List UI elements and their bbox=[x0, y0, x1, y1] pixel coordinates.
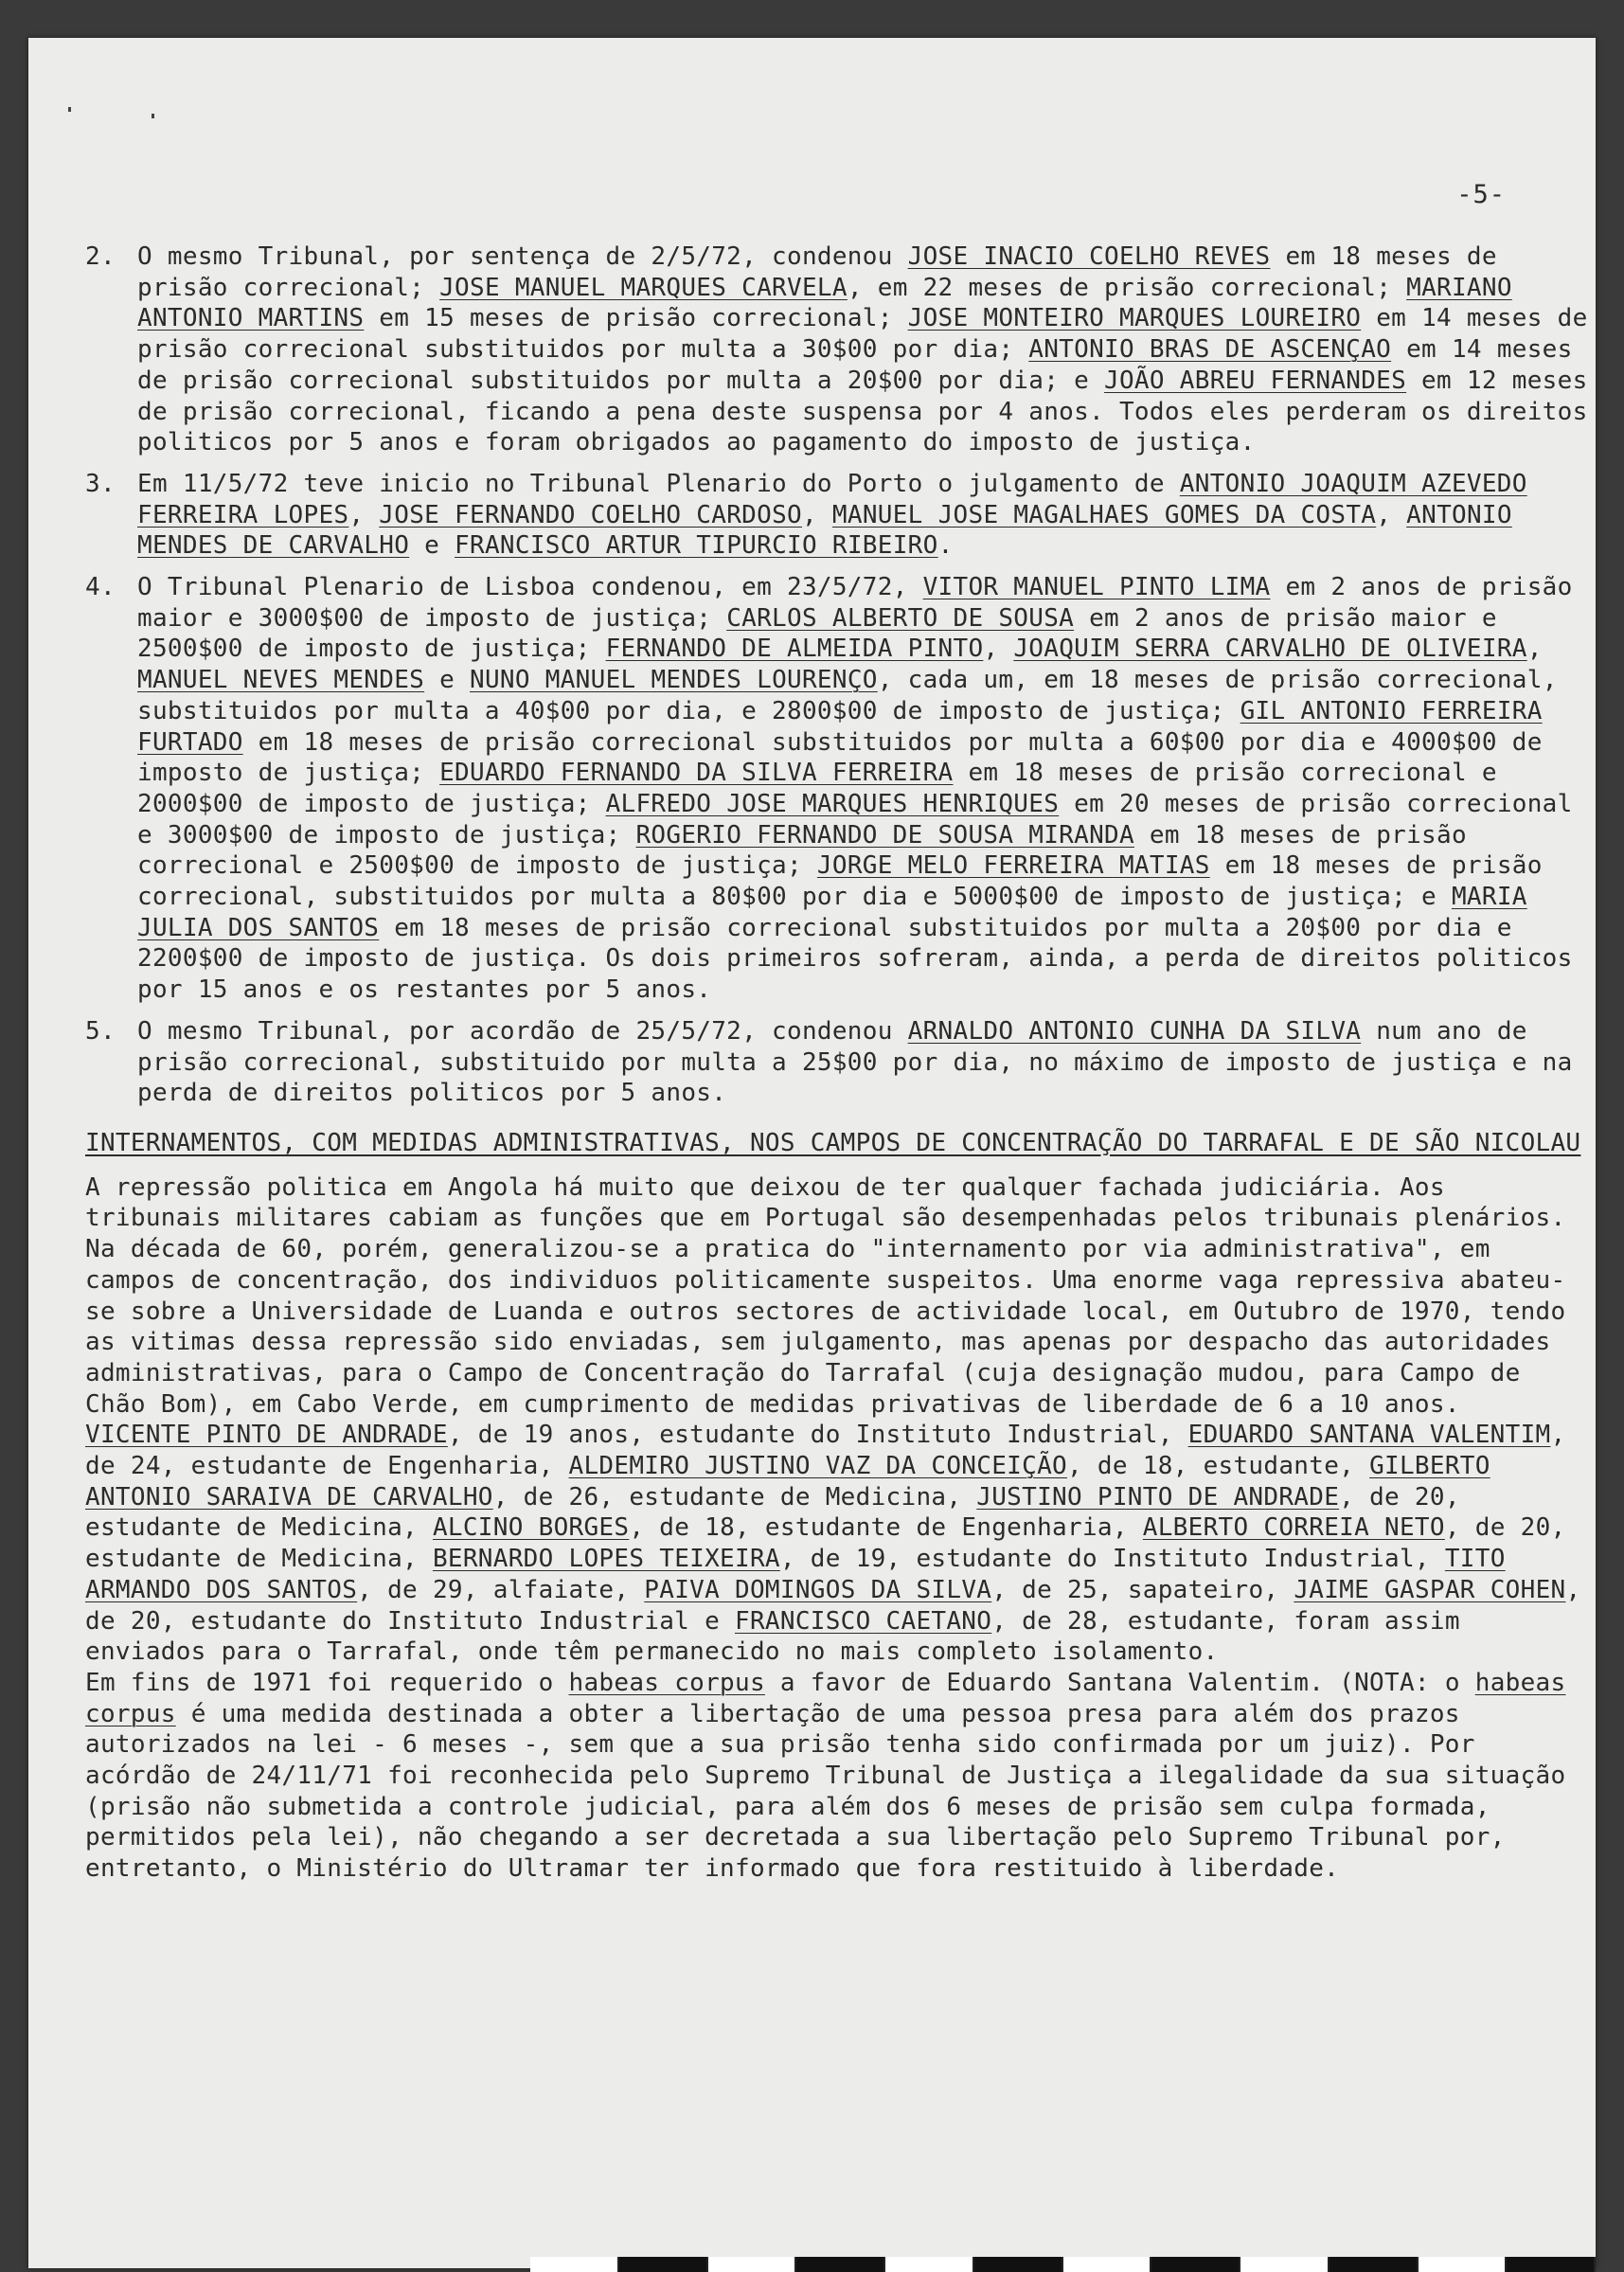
text-run: . bbox=[937, 531, 954, 561]
scale-ruler bbox=[530, 2257, 1596, 2272]
document-page bbox=[28, 38, 1596, 2268]
list-item-text bbox=[137, 572, 1591, 1006]
text-run: em 14 meses de prisão correcional substituidos por multa a 30$00 por dia; bbox=[137, 304, 1588, 365]
text-run: , de 29, alfaiate, bbox=[357, 1575, 645, 1604]
text-run: em 18 meses de prisão correcional substituidos por multa a 20$00 por dia e 2200$00 de imposto de justiça. Os dois primeiros sofreram, ainda, a perda de direitos politicos por 15 anos e os restantes por 5 anos. bbox=[137, 913, 1573, 1005]
text-run: em 12 meses de prisão correcional, ficando a pena deste suspensa por 4 anos. Todos eles perderam os direitos politicos por 5 anos e foram obrigados ao pagamento do imposto de justiça. bbox=[137, 366, 1588, 457]
underlined-name: VITOR MANUEL PINTO LIMA bbox=[922, 573, 1271, 602]
underlined-name: MARIANO ANTONIO MARTINS bbox=[137, 273, 1512, 333]
underlined-name: ALFREDO JOSE MARQUES HENRIQUES bbox=[605, 789, 1060, 818]
underlined-name: ALDEMIRO JUSTINO VAZ DA CONCEIÇÃO bbox=[568, 1452, 1067, 1481]
paragraph bbox=[85, 1668, 1591, 1885]
text-run: , de 28, estudante, foram assim enviados para o Tarrafal, onde têm permanecido no mais completo isolamento. bbox=[85, 1606, 1460, 1667]
list-item bbox=[85, 242, 1591, 458]
text-run: , bbox=[348, 500, 380, 529]
paragraph bbox=[85, 1172, 1591, 1421]
underlined-name: JORGE MELO FERREIRA MATIAS bbox=[816, 851, 1210, 881]
text-run: é uma medida destinada a obter a libertação de uma pessoa presa para além dos prazos autorizados na lei - 6 meses -, sem que a sua prisão tenha sido confirmada por um juiz). Por acórdão de 24/11/71 foi reconhecida pelo Supremo Tribunal de Justiça a ilegalidade da sua situação (prisão não submetida a controle judicial, para além dos 6 meses de prisão sem culpa formada, permitidos pela lei), não chegando a ser decretada a sua libertação pelo Supremo Tribunal por, entretanto, o Ministério do Ultramar ter informado que fora restituido à liberdade. bbox=[85, 1699, 1566, 1884]
list-item-number: 3. bbox=[85, 469, 116, 498]
list-item-text bbox=[137, 469, 1591, 562]
text-run: , bbox=[1376, 500, 1407, 529]
underlined-name: MANUEL NEVES MENDES bbox=[137, 666, 425, 695]
text-run: num ano de prisão correcional, substituido por multa a 25$00 por dia, no máximo de imposto de justiça e na perda de direitos politicos por 5 anos. bbox=[137, 1016, 1573, 1108]
list-item bbox=[85, 469, 1591, 562]
text-run: , bbox=[801, 500, 832, 529]
page-number: -5- bbox=[1456, 180, 1506, 209]
underlined-name: EDUARDO FERNANDO DA SILVA FERREIRA bbox=[439, 759, 954, 788]
text-run: , de 18, estudante de Engenharia, bbox=[629, 1513, 1143, 1543]
underlined-name: MARIA JULIA DOS SANTOS bbox=[137, 883, 1527, 942]
text-run: em 20 meses de prisão correcional e 3000$00 de imposto de justiça; bbox=[137, 789, 1573, 850]
text-run: em 18 meses de prisão correcional; bbox=[137, 242, 1497, 302]
paragraph bbox=[85, 1420, 1591, 1668]
text-run: O mesmo Tribunal, por acordão de 25/5/72, condenou bbox=[137, 1016, 908, 1046]
underlined-name: ANTONIO JOAQUIM AZEVEDO FERREIRA LOPES bbox=[137, 469, 1527, 529]
text-run: , de 20, estudante de Medicina, bbox=[85, 1513, 1566, 1574]
text-run: , em 22 meses de prisão correcional; bbox=[847, 273, 1407, 302]
text-run: , de 25, sapateiro, bbox=[991, 1575, 1294, 1604]
underlined-name: JOÃO ABREU FERNANDES bbox=[1104, 366, 1407, 395]
underlined-name: ALBERTO CORREIA NETO bbox=[1142, 1513, 1445, 1543]
underlined-name: VICENTE PINTO DE ANDRADE bbox=[85, 1421, 448, 1450]
underlined-name: FRANCISCO ARTUR TIPURCIO RIBEIRO bbox=[455, 531, 938, 561]
underlined-name: FERNANDO DE ALMEIDA PINTO bbox=[605, 635, 984, 664]
text-run: e bbox=[409, 531, 455, 561]
text-run: O Tribunal Plenario de Lisboa condenou, em 23/5/72, bbox=[137, 573, 923, 602]
underlined-name: ANTONIO MENDES DE CARVALHO bbox=[137, 500, 1512, 561]
underlined-name: CARLOS ALBERTO DE SOUSA bbox=[726, 603, 1075, 633]
underlined-name: MANUEL JOSE MAGALHAES GOMES DA COSTA bbox=[831, 500, 1377, 529]
underlined-name: ARNALDO ANTONIO CUNHA DA SILVA bbox=[907, 1016, 1362, 1046]
underlined-name: ANTONIO BRAS DE ASCENÇAO bbox=[1028, 335, 1392, 365]
section-body bbox=[85, 1172, 1591, 1885]
text-run: , bbox=[1526, 635, 1543, 664]
text-run: , cada um, em 18 meses de prisão correcional, substituidos por multa a 40$00 por dia, e 2800$00 de imposto de justiça; bbox=[137, 666, 1558, 725]
text-run: Em fins de 1971 foi requerido o bbox=[85, 1668, 569, 1697]
text-run: em 18 meses de prisão correcional, substituidos por multa a 80$00 por dia e 5000$00 de imposto de justiça; e bbox=[137, 851, 1543, 912]
text-run: a favor de Eduardo Santana Valentim. (NOTA: o bbox=[764, 1668, 1475, 1697]
text-run: , de 19 anos, estudante do Instituto Industrial, bbox=[447, 1421, 1188, 1450]
text-run: , de 20, estudante do Instituto Industrial e bbox=[85, 1575, 1581, 1636]
list-item-number: 2. bbox=[85, 242, 116, 271]
list-item-number: 4. bbox=[85, 573, 116, 602]
underlined-name: PAIVA DOMINGOS DA SILVA bbox=[644, 1575, 992, 1604]
text-run: em 2 anos de prisão maior e 2500$00 de imposto de justiça; bbox=[137, 603, 1497, 664]
document-body bbox=[85, 242, 1591, 1885]
underlined-name: EDUARDO SANTANA VALENTIM bbox=[1187, 1421, 1551, 1450]
text-run: O mesmo Tribunal, por sentença de 2/5/72, condenou bbox=[137, 242, 908, 271]
underlined-name: JOAQUIM SERRA CARVALHO DE OLIVEIRA bbox=[1013, 635, 1527, 664]
text-run: em 14 meses de prisão correcional substituidos por multa a 20$00 por dia; e bbox=[137, 335, 1573, 395]
stray-mark bbox=[68, 107, 71, 112]
text-run: e bbox=[424, 666, 470, 695]
stray-mark bbox=[152, 114, 154, 118]
underlined-name: GIL ANTONIO FERREIRA FURTADO bbox=[137, 696, 1543, 757]
text-run: , de 19, estudante do Instituto Industrial, bbox=[779, 1545, 1445, 1574]
text-run: , de 26, estudante de Medicina, bbox=[492, 1482, 977, 1512]
underlined-name: habeas corpus bbox=[85, 1668, 1566, 1728]
underlined-name: JUSTINO PINTO DE ANDRADE bbox=[976, 1482, 1340, 1512]
numbered-list bbox=[85, 242, 1591, 1109]
underlined-name: habeas corpus bbox=[568, 1668, 765, 1697]
underlined-name: JAIME GASPAR COHEN bbox=[1294, 1575, 1566, 1604]
underlined-name: ALCINO BORGES bbox=[432, 1513, 630, 1543]
underlined-name: JOSE FERNANDO COELHO CARDOSO bbox=[379, 500, 802, 529]
list-item-text bbox=[137, 1016, 1591, 1109]
text-run: em 18 meses de prisão correcional substituidos por multa a 60$00 por dia e 4000$00 de imposto de justiça; bbox=[137, 727, 1543, 788]
underlined-name: FRANCISCO CAETANO bbox=[735, 1606, 992, 1636]
underlined-name: ROGERIO FERNANDO DE SOUSA MIRANDA bbox=[635, 820, 1134, 850]
text-run: , de 18, estudante, bbox=[1066, 1452, 1370, 1481]
list-item-text bbox=[137, 242, 1591, 458]
text-run: Em 11/5/72 teve inicio no Tribunal Plenario do Porto o julgamento de bbox=[137, 469, 1180, 498]
text-run: em 15 meses de prisão correcional; bbox=[364, 304, 908, 333]
section-heading: INTERNAMENTOS, COM MEDIDAS ADMINISTRATIVAS, NOS CAMPOS DE CONCENTRAÇÃO DO TARRAFAL E DE SÃO NICOLAU bbox=[85, 1128, 1581, 1157]
underlined-name: GILBERTO ANTONIO SARAIVA DE CARVALHO bbox=[85, 1452, 1490, 1512]
text-run: , de 24, estudante de Engenharia, bbox=[85, 1421, 1566, 1481]
text-run: , bbox=[983, 635, 1014, 664]
list-item bbox=[85, 572, 1591, 1006]
underlined-name: JOSE INACIO COELHO REVES bbox=[907, 242, 1271, 271]
underlined-name: BERNARDO LOPES TEIXEIRA bbox=[432, 1545, 780, 1574]
text-run: em 18 meses de prisão correcional e 2500$00 de imposto de justiça; bbox=[137, 820, 1467, 881]
underlined-name: NUNO MANUEL MENDES LOURENÇO bbox=[470, 666, 878, 695]
underlined-name: JOSE MANUEL MARQUES CARVELA bbox=[439, 273, 848, 302]
text-run: A repressão politica em Angola há muito que deixou de ter qualquer fachada judiciária. Aos tribunais militares cabiam as funções que em Portugal são desempenhadas pelos tribunais plenários. Na década de 60, porém, generalizou-se a pratica do "internamento por via administrativa", em campos de concentração, dos individuos politicamente suspeitos. Uma enorme vaga repressiva abateu-se sobre a Universidade de Luanda e outros sectores de actividade local, em Outubro de 1970, tendo as vitimas dessa repressão sido enviadas, sem julgamento, mas apenas por despacho das autoridades administrativas, para o Campo de Concentração do Tarrafal (cuja designação mudou, para Campo de Chão Bom), em Cabo Verde, em cumprimento de medidas privativas de liberdade de 6 a 10 anos. bbox=[85, 1172, 1566, 1419]
list-item-number: 5. bbox=[85, 1016, 116, 1046]
text-run: em 2 anos de prisão maior e 3000$00 de imposto de justiça; bbox=[137, 573, 1573, 633]
underlined-name: JOSE MONTEIRO MARQUES LOUREIRO bbox=[907, 304, 1362, 333]
text-run: em 18 meses de prisão correcional e 2000$00 de imposto de justiça; bbox=[137, 759, 1497, 818]
list-item bbox=[85, 1016, 1591, 1109]
underlined-name: TITO ARMANDO DOS SANTOS bbox=[85, 1545, 1506, 1604]
text-run: , de 20, estudante de Medicina, bbox=[85, 1482, 1460, 1543]
